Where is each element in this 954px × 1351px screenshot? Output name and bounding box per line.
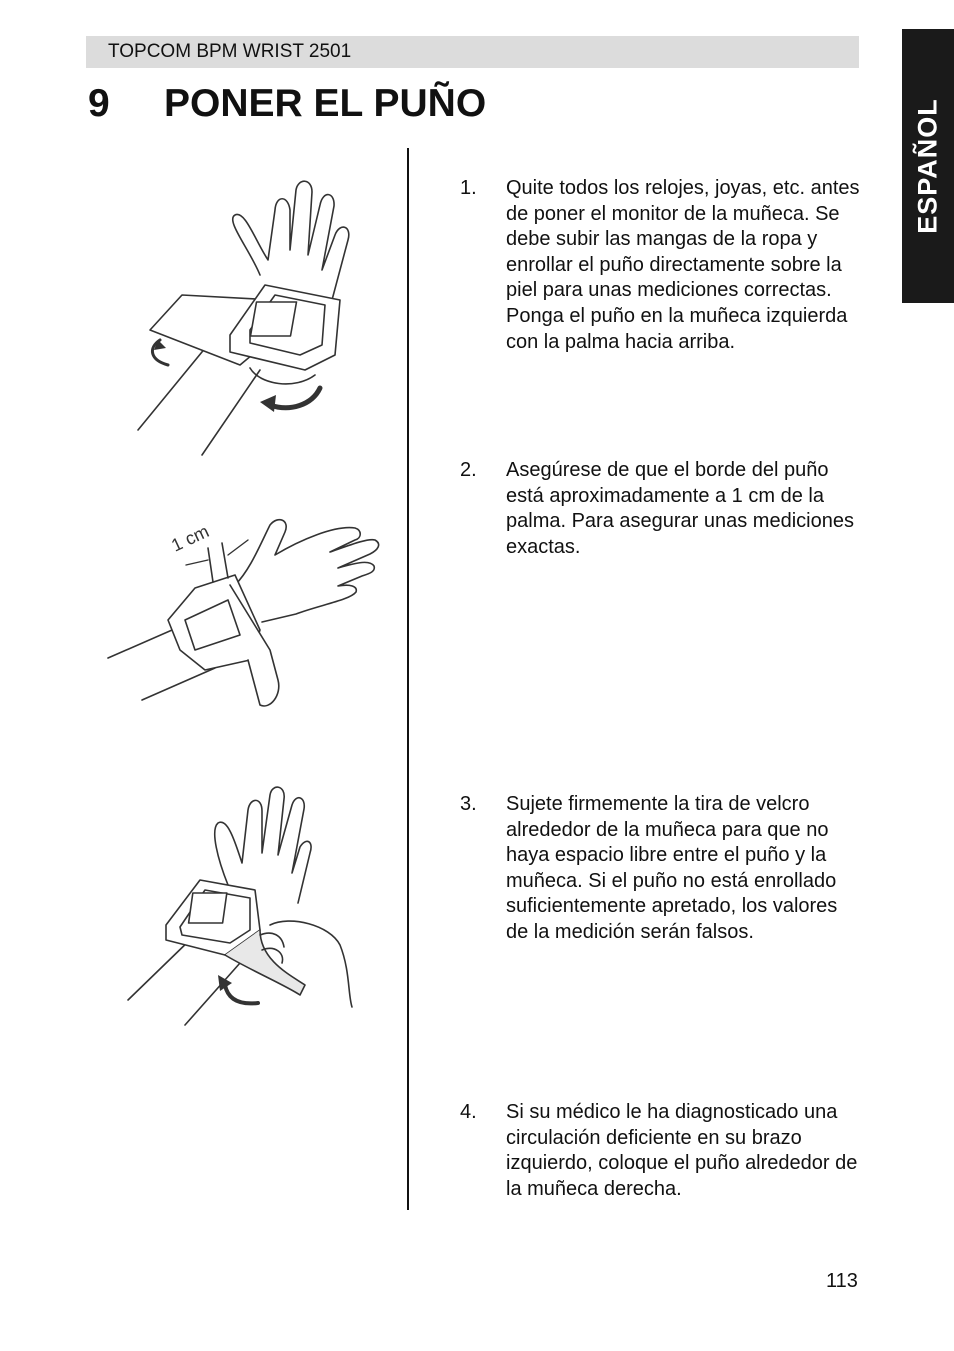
step-number: 4. bbox=[460, 1101, 477, 1123]
rotate-arrow-bottom bbox=[270, 388, 320, 408]
header-title: TOPCOM BPM WRIST 2501 bbox=[108, 41, 352, 62]
hand-outline bbox=[233, 181, 349, 300]
step-number: 2. bbox=[460, 459, 477, 481]
language-tab bbox=[902, 29, 954, 303]
step-text: Quite todos los relojes, joyas, etc. antes de poner el monitor de la muñeca. Se debe subir las mangas de la ropa y enrollar el puño directamente sobre la piel para unas mediciones correctas. Ponga el puño en la muñeca izquierda con la palma hacia arriba. bbox=[506, 177, 860, 353]
section-number: 9 bbox=[88, 82, 110, 125]
step-number: 1. bbox=[460, 177, 477, 199]
illustration-wrap-cuff bbox=[100, 180, 390, 465]
column-divider bbox=[407, 148, 409, 1210]
step-text: Sujete firmemente la tira de velcro alrededor de la muñeca para que no haya espacio libre entre el puño y la muñeca. Si el puño no está enrollado suficientemente apretado, los valores de la medición serán falsos. bbox=[506, 793, 838, 943]
step-number: 3. bbox=[460, 793, 477, 815]
step-text: Si su médico le ha diagnosticado una circulación deficiente en su brazo izquierdo, coloque el puño alrededor de la muñeca derecha. bbox=[506, 1101, 858, 1200]
section-title-text: PONER EL PUÑO bbox=[164, 82, 487, 125]
header-bar bbox=[86, 36, 859, 68]
step-text: Asegúrese de que el borde del puño está aproximadamente a 1 cm de la palma. Para asegurar unas mediciones exactas. bbox=[506, 459, 854, 558]
hand-outline bbox=[235, 520, 379, 622]
language-tab-label: ESPAÑOL bbox=[912, 98, 943, 234]
pull-arrow bbox=[225, 985, 258, 1003]
right-hand-outline bbox=[270, 921, 352, 1007]
section-title bbox=[88, 82, 486, 126]
distance-label: 1 cm bbox=[168, 521, 213, 556]
illustration-1cm-position bbox=[100, 510, 390, 715]
illustration-fasten-velcro bbox=[100, 785, 390, 1030]
page-number: 113 bbox=[826, 1270, 858, 1292]
measure-line bbox=[208, 548, 213, 582]
